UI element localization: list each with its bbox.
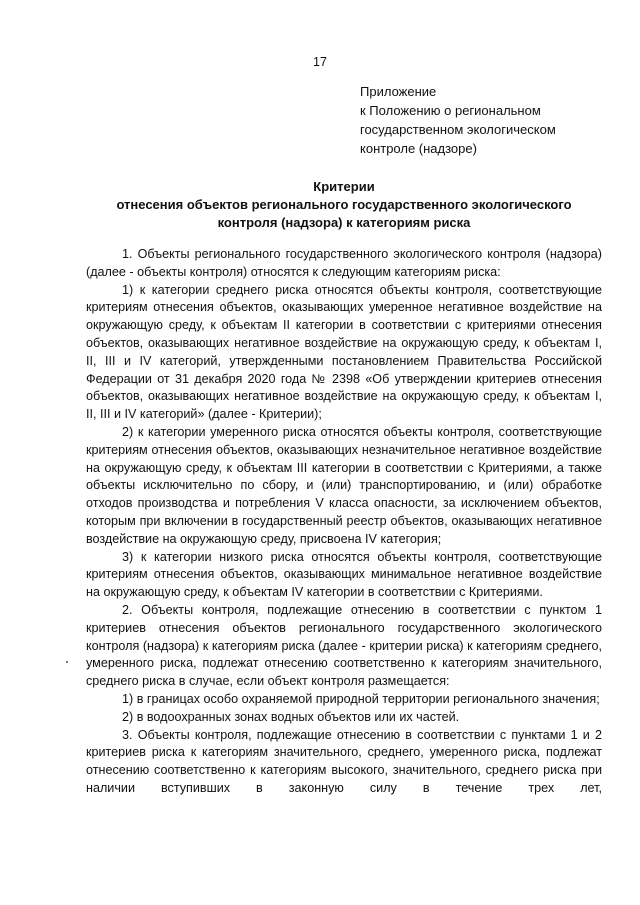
appendix-note: [360, 82, 610, 158]
page-number: 17: [313, 55, 327, 69]
margin-mark: [66, 661, 68, 663]
paragraph-item-3: 3) к категории низкого риска относятся объекты контроля, соответствующие критериям отнесения объектов, оказывающих минимальное негативное воздействие на окружающую среду, к объектам IV категории в соответствии с Критериями.: [86, 549, 602, 600]
title-line: отнесения объектов регионального государственного экологического: [116, 197, 572, 212]
paragraph-section-1: 1. Объекты регионального государственного экологического контроля (надзора) (далее - объекты контроля) относятся к следующим категориям риска:: [86, 247, 602, 279]
document-body: [86, 246, 602, 798]
paragraph-item-2-2: 2) в водоохранных зонах водных объектов или их частей.: [122, 709, 460, 724]
title-line: контроля (надзора) к категориям риска: [217, 215, 471, 230]
paragraph-item-2: 2) к категории умеренного риска относятся объекты контроля, соответствующие критериям отнесения объектов, оказывающих незначительное негативное воздействие на окружающую среду, к объектам III категории в соответствии с Критериями, а также объекты исключительно по сбору, и (или) транспортированию, и (или) обработке отходов производства и потребления V класса опасности, за исключением объектов, которым при включении в государственный реестр объектов, оказывающих негативное воздействие на окружающую среду, присвоена IV категория;: [86, 424, 602, 546]
paragraph-item-1: 1) к категории среднего риска относятся объекты контроля, соответствующие критериям отнесения объектов, оказывающих умеренное негативное воздействие на окружающую среду, к объектам II категории в соответствии с критериями отнесения объектов, оказывающих негативное воздействие на окружающую среду, к объектам I, II, III и IV категорий, утвержденными постановлением Правительства Российской Федерации от 31 декабря 2020 года № 2398 «Об утверждении критериев отнесения объектов, оказывающих негативное воздействие на окружающую среду, к объектам I, II, III и IV категорий» (далее - Критерии);: [86, 282, 602, 422]
paragraph-section-2: 2. Объекты контроля, подлежащие отнесению в соответствии с пунктом 1 критериев отнесения объектов регионального государственного экологического контроля (надзора) к категориям риска (далее - критерии риска) к категориям среднего, умеренного риска, подлежат отнесению соответственно к категориям значительного, среднего риска в случае, если объект контроля размещается:: [86, 602, 602, 689]
appendix-line: к Положению о региональном: [360, 103, 541, 118]
appendix-line: Приложение: [360, 84, 437, 99]
appendix-line: контроле (надзоре): [360, 141, 477, 156]
paragraph-item-2-1: 1) в границах особо охраняемой природной территории регионального значения;: [122, 691, 600, 706]
document-title: [86, 178, 602, 232]
appendix-line: государственном экологическом: [360, 122, 556, 137]
paragraph-section-3: 3. Объекты контроля, подлежащие отнесению в соответствии с пунктами 1 и 2 критериев риска к категориям значительного, среднего, умеренного риска, подлежат отнесению соответственно к категориям высокого, значительного, среднего риска при наличии вступивших в законную силу в течение трех лет,: [86, 727, 602, 795]
title-line: Критерии: [313, 179, 375, 194]
